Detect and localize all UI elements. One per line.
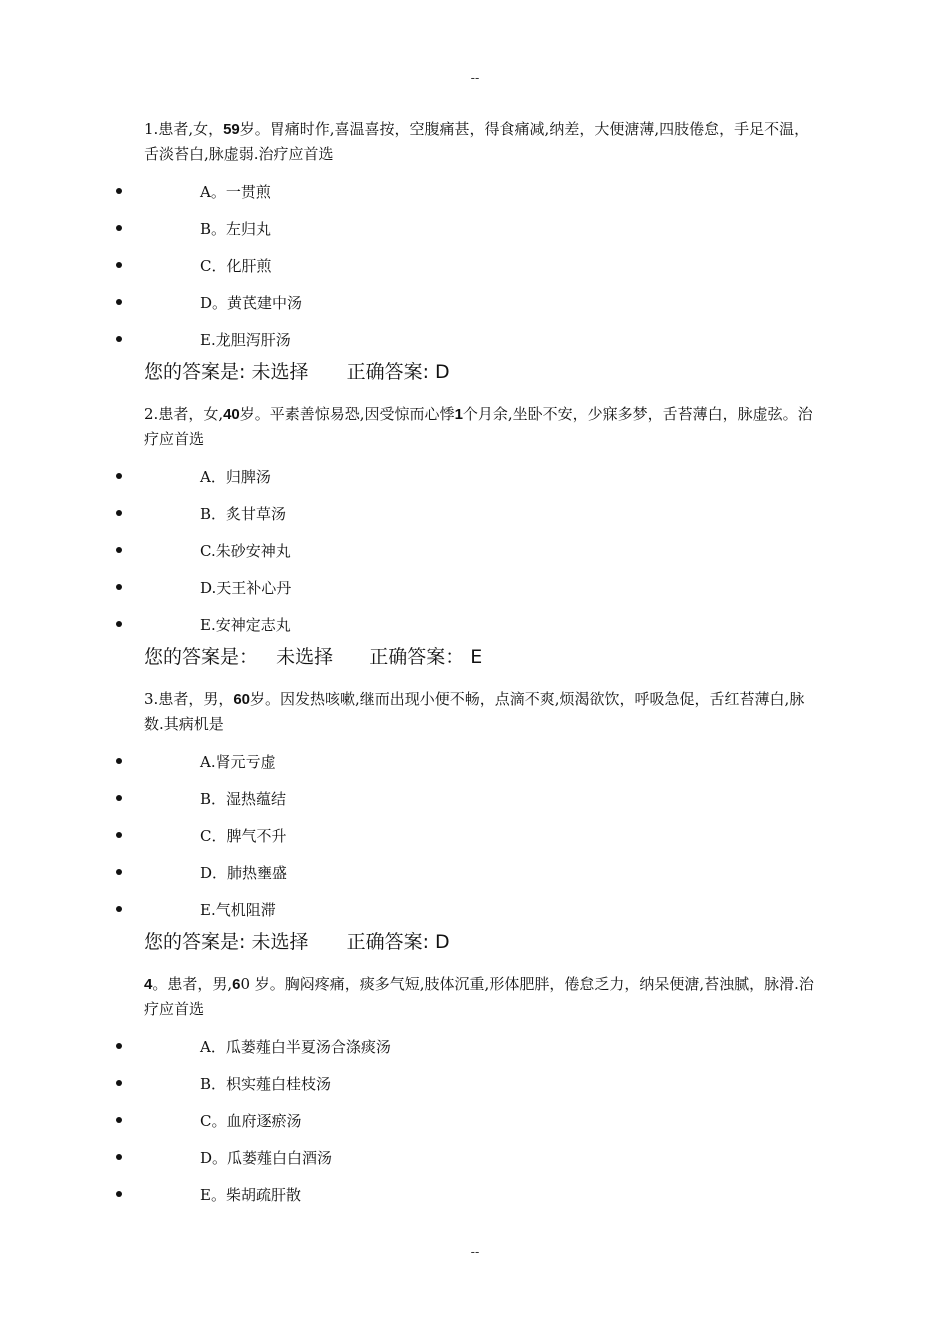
- option-label: C．脾气不升: [200, 827, 287, 845]
- bullet-icon: [116, 510, 122, 516]
- question-2-stem-prefix: .患者，女,: [153, 405, 224, 423]
- question-2-stem-text: 岁。平素善惊易恐,因受惊而心悸: [239, 405, 455, 423]
- bullet-icon: [116, 299, 122, 305]
- bullet-icon: [116, 1191, 122, 1197]
- your-answer-value: 未选择: [276, 646, 334, 668]
- correct-answer-label: 正确答案:: [346, 361, 429, 383]
- option-label: B。左归丸: [200, 220, 272, 238]
- question-1-option-e[interactable]: [0, 329, 950, 351]
- option-label: E。柴胡疏肝散: [200, 1186, 301, 1204]
- question-3-option-c[interactable]: [0, 825, 950, 847]
- question-3-age: 60: [233, 691, 251, 708]
- question-2-option-d[interactable]: [0, 577, 950, 599]
- question-2-option-b[interactable]: [0, 503, 950, 525]
- option-label: D。瓜蒌薤白白酒汤: [200, 1149, 333, 1167]
- your-answer-label: 您的答案是:: [144, 361, 246, 383]
- question-1-option-b[interactable]: [0, 218, 950, 240]
- option-label: A.肾元亏虚: [200, 753, 276, 771]
- question-2-age: 40: [223, 406, 240, 423]
- question-2-number: 2: [144, 405, 154, 423]
- option-label: E.安神定志丸: [200, 616, 291, 634]
- question-4-age: 6: [232, 976, 241, 993]
- question-4-stem-prefix: 。患者，男,: [152, 975, 233, 993]
- option-label: B．炙甘草汤: [200, 505, 287, 523]
- option-label: A．瓜蒌薤白半夏汤合涤痰汤: [200, 1038, 391, 1056]
- question-3-option-a[interactable]: [0, 751, 950, 773]
- question-3-number: 3: [144, 690, 154, 708]
- page-footer-mark: --: [470, 1244, 480, 1259]
- question-2-stem-text-2: 个月余,坐卧不安，少寐多梦，舌苔薄白，脉虚弦。治疗应首选: [144, 405, 813, 448]
- question-3-stem-text: 岁。因发热咳嗽,继而出现小便不畅，点滴不爽,烦渴欲饮，呼吸急促，舌红苔薄白,脉数.其病机是: [144, 690, 805, 733]
- option-label: E.龙胆泻肝汤: [200, 331, 291, 349]
- bullet-icon: [116, 1043, 122, 1049]
- question-4-option-e[interactable]: [0, 1184, 950, 1206]
- question-1-option-d[interactable]: [0, 292, 950, 314]
- question-2-answer-line: [144, 644, 482, 670]
- bullet-icon: [116, 758, 122, 764]
- bullet-icon: [116, 1154, 122, 1160]
- your-answer-value: 未选择: [251, 361, 309, 383]
- bullet-icon: [116, 1080, 122, 1086]
- bullet-icon: [116, 262, 122, 268]
- question-4-option-b[interactable]: [0, 1073, 950, 1095]
- question-4-stem: [144, 972, 814, 1022]
- correct-answer-value: D: [435, 931, 450, 953]
- question-1-stem-prefix: .患者,女，: [153, 120, 224, 138]
- option-label: C。血府逐瘀汤: [200, 1112, 302, 1130]
- question-3-option-d[interactable]: [0, 862, 950, 884]
- question-1-stem: [144, 117, 814, 167]
- question-1-age: 59: [223, 121, 240, 138]
- bullet-icon: [116, 584, 122, 590]
- question-4-number: 4: [144, 976, 153, 993]
- bullet-icon: [116, 832, 122, 838]
- question-2-option-a[interactable]: [0, 466, 950, 488]
- question-3-answer-line: [144, 929, 450, 955]
- bullet-icon: [116, 906, 122, 912]
- question-2-stem: [144, 402, 814, 452]
- option-label: B．湿热蕴结: [200, 790, 287, 808]
- question-3-option-b[interactable]: [0, 788, 950, 810]
- option-label: C.朱砂安神丸: [200, 542, 291, 560]
- option-label: A．归脾汤: [200, 468, 271, 486]
- correct-answer-value: E: [470, 646, 483, 668]
- question-1-option-a[interactable]: [0, 181, 950, 203]
- your-answer-value: 未选择: [251, 931, 309, 953]
- question-3-option-e[interactable]: [0, 899, 950, 921]
- your-answer-label: 您的答案是:: [144, 931, 246, 953]
- question-2-option-e[interactable]: [0, 614, 950, 636]
- your-answer-label: 您的答案是：: [144, 646, 259, 668]
- question-2-duration: 1: [454, 406, 463, 423]
- correct-answer-value: D: [435, 361, 450, 383]
- option-label: E.气机阻滞: [200, 901, 276, 919]
- correct-answer-label: 正确答案：: [369, 646, 465, 668]
- question-1-stem-text: 岁。胃痛时作,喜温喜按，空腹痛甚，得食痛减,纳差，大便溏薄,四肢倦怠，手足不温，舌淡苔白,脉虚弱.治疗应首选: [144, 120, 810, 163]
- question-4-option-d[interactable]: [0, 1147, 950, 1169]
- bullet-icon: [116, 547, 122, 553]
- question-1-answer-line: [144, 359, 450, 385]
- question-1-number: 1: [144, 120, 154, 138]
- question-3-stem-prefix: .患者，男，: [153, 690, 234, 708]
- question-3-stem: [144, 687, 814, 737]
- correct-answer-label: 正确答案:: [346, 931, 429, 953]
- option-label: D．肺热壅盛: [200, 864, 288, 882]
- question-4-option-a[interactable]: [0, 1036, 950, 1058]
- bullet-icon: [116, 621, 122, 627]
- question-4-stem-text: 0 岁。胸闷疼痛，痰多气短,肢体沉重,形体肥胖，倦怠乏力，纳呆便溏,苔浊腻，脉滑.治疗应首选: [144, 975, 814, 1018]
- bullet-icon: [116, 336, 122, 342]
- bullet-icon: [116, 225, 122, 231]
- page-header-mark: --: [470, 70, 480, 85]
- option-label: A。一贯煎: [200, 183, 271, 201]
- bullet-icon: [116, 1117, 122, 1123]
- bullet-icon: [116, 473, 122, 479]
- option-label: D.天王补心丹: [200, 579, 292, 597]
- bullet-icon: [116, 795, 122, 801]
- question-4-option-c[interactable]: [0, 1110, 950, 1132]
- option-label: B．枳实薤白桂枝汤: [200, 1075, 332, 1093]
- option-label: C．化肝煎: [200, 257, 272, 275]
- question-2-option-c[interactable]: [0, 540, 950, 562]
- bullet-icon: [116, 869, 122, 875]
- question-1-option-c[interactable]: [0, 255, 950, 277]
- option-label: D。黄芪建中汤: [200, 294, 303, 312]
- bullet-icon: [116, 188, 122, 194]
